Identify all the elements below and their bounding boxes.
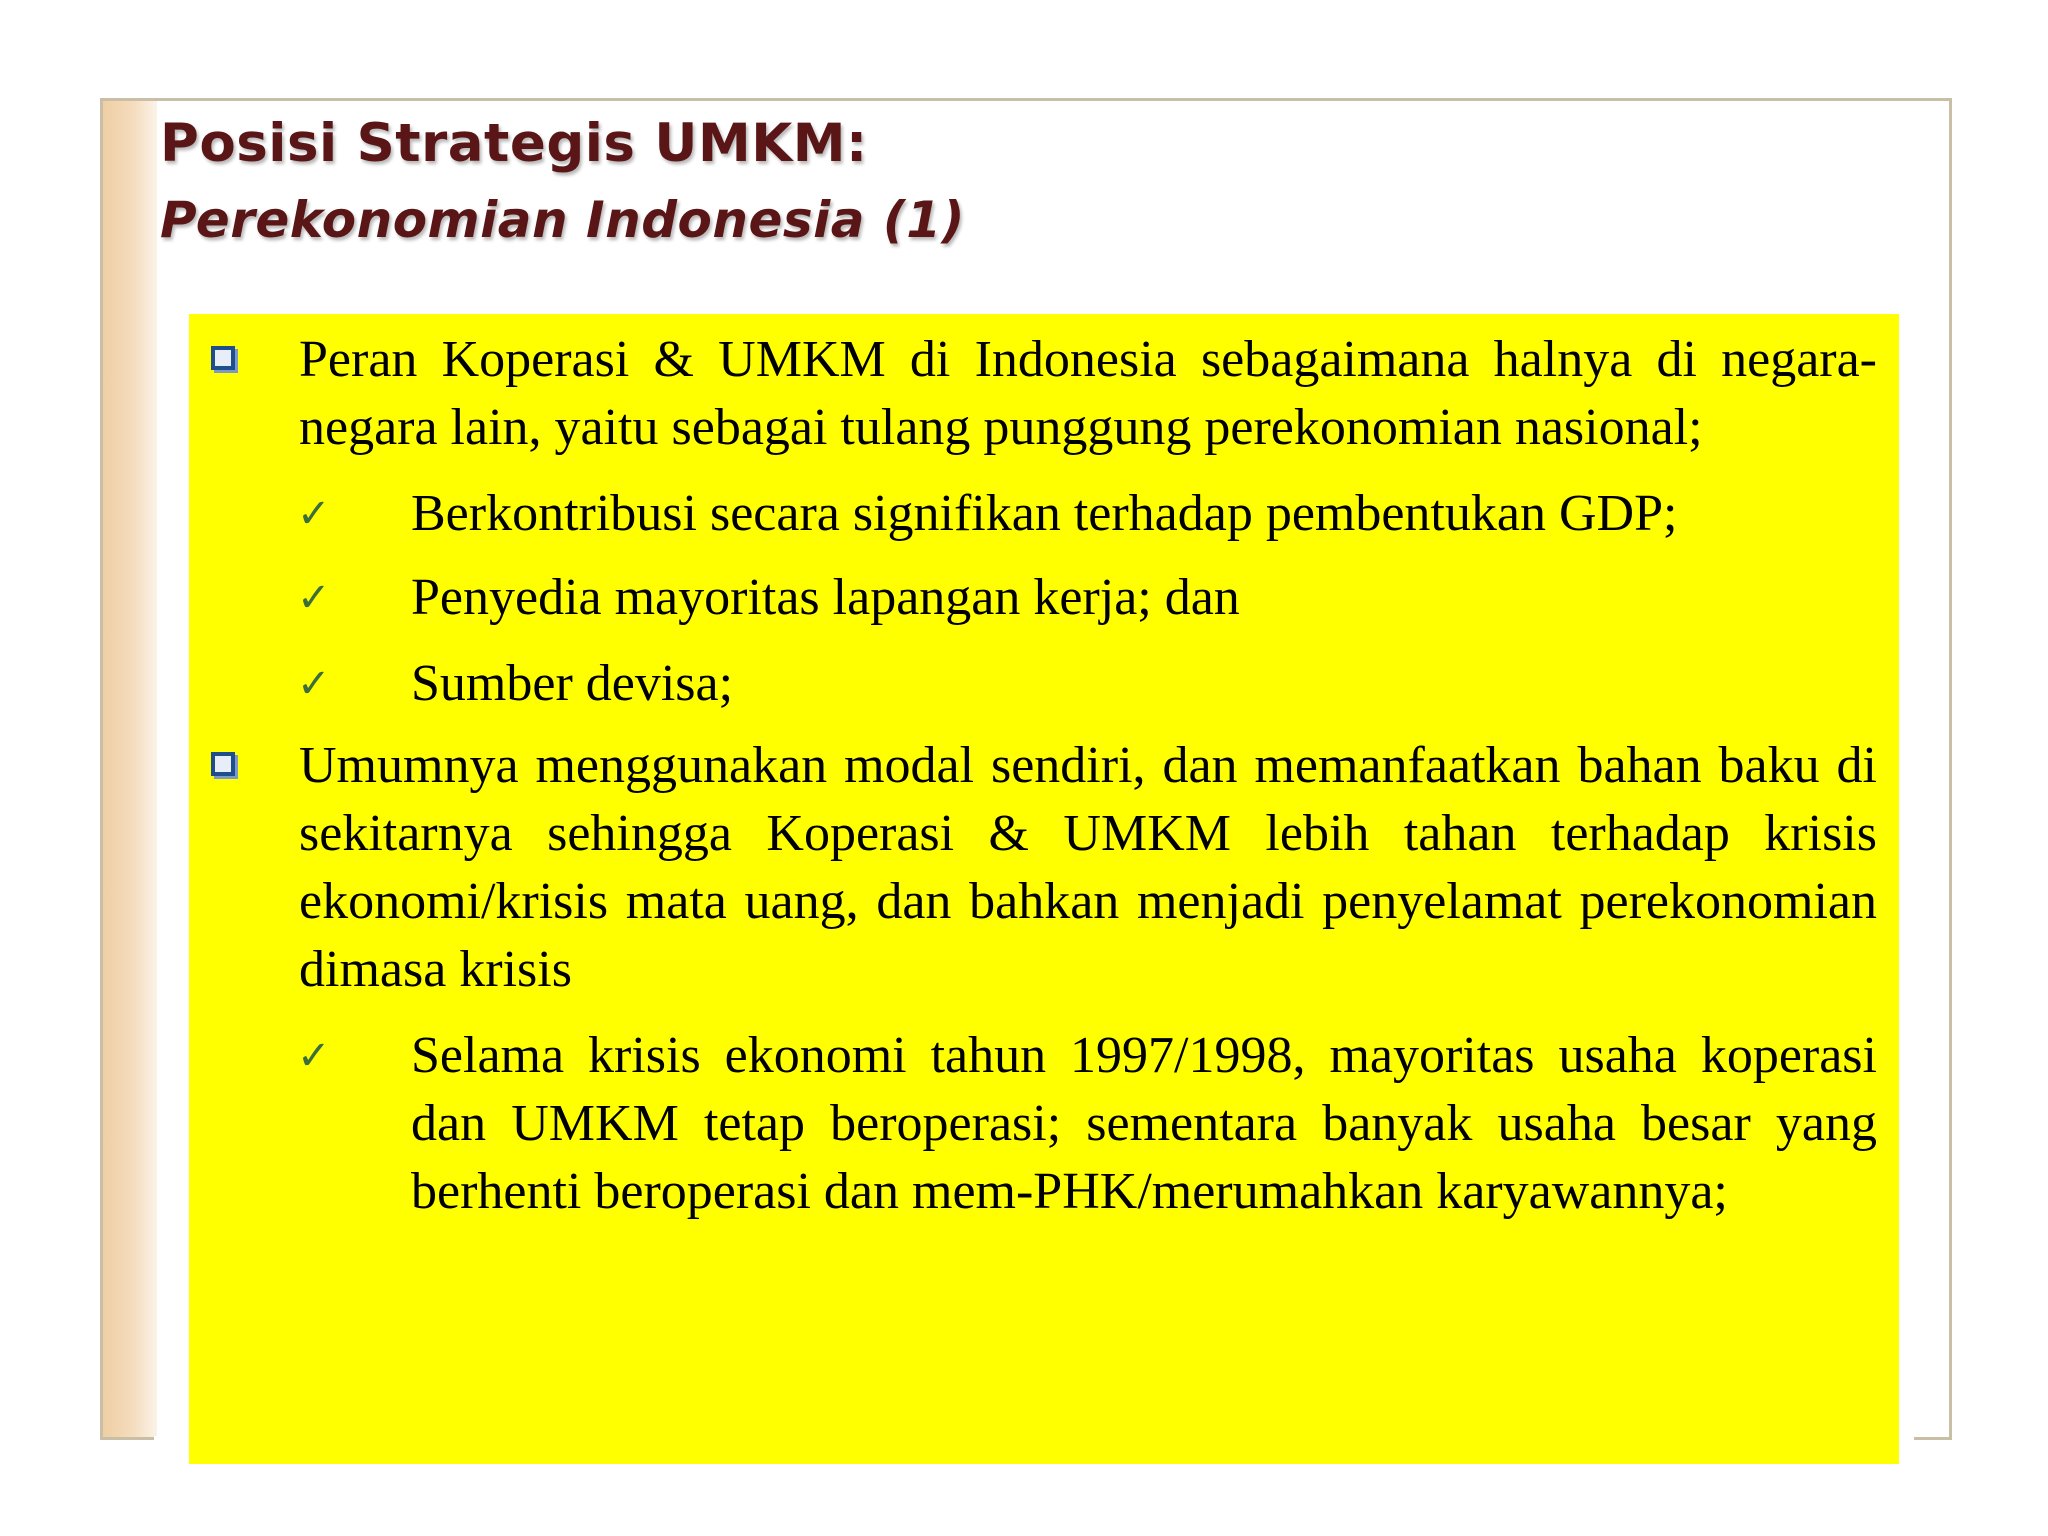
check-item-text: Berkontribusi secara signifikan terhadap pembentukan GDP; [411, 485, 1678, 542]
check-item [189, 650, 1877, 718]
check-item-text: Penyedia mayoritas lapangan kerja; dan [411, 569, 1240, 626]
check-item [189, 480, 1877, 548]
square-bullet-icon [211, 346, 235, 370]
bullet-item [189, 326, 1877, 462]
slide-title [160, 106, 1660, 258]
frame-accent-band [103, 101, 157, 1437]
checkmark-icon: ✓ [297, 575, 331, 621]
check-item-text: Sumber devisa; [411, 655, 734, 712]
check-item [189, 1022, 1877, 1226]
checkmark-icon: ✓ [297, 661, 331, 707]
check-item-text: Selama krisis ekonomi tahun 1997/1998, mayoritas usaha koperasi dan UMKM tetap beroperasi; sementara banyak usaha besar yang berhenti beroperasi dan mem-PHK/merumahkan karyawannya; [411, 1027, 1877, 1220]
checkmark-icon: ✓ [297, 1033, 331, 1079]
square-bullet-icon [211, 752, 235, 776]
checkmark-icon: ✓ [297, 491, 331, 537]
slide-title-line1: Posisi Strategis UMKM: [160, 113, 868, 174]
bullet-text: Peran Koperasi & UMKM di Indonesia sebagaimana halnya di negara-negara lain, yaitu sebagai tulang punggung perekonomian nasional; [299, 331, 1877, 456]
slide-title-line2: Perekonomian Indonesia (1) [160, 191, 965, 249]
bullet-text: Umumnya menggunakan modal sendiri, dan memanfaatkan bahan baku di sekitarnya sehingga Koperasi & UMKM lebih tahan terhadap krisis ekonomi/krisis mata uang, dan bahkan menjadi penyelamat perekonomian dimasa krisis [299, 737, 1877, 998]
content-box [189, 314, 1899, 1464]
check-item [189, 564, 1877, 632]
bullet-item [189, 732, 1877, 1004]
